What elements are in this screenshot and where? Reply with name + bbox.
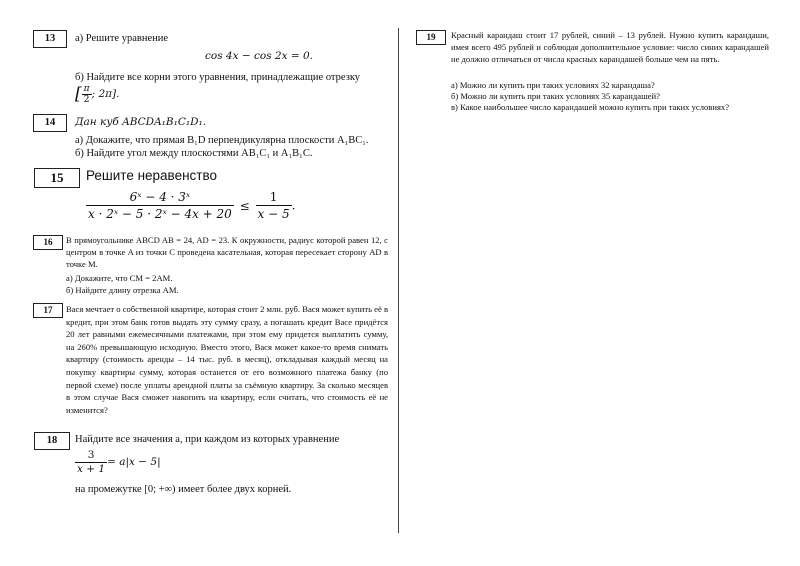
problem-18-equation: $\frac{3}{x + 1}$ = a|x − 5| — [77, 449, 161, 475]
problem-13-number: 13 — [33, 30, 67, 48]
problem-13-equation: cos 4x − cos 2x = 0. — [205, 50, 314, 62]
problem-14-part-a: а) Докажите, что прямая B₁D перпендикулярна плоскости A₁BC₁. — [75, 135, 369, 146]
problem-17-number: 17 — [33, 303, 63, 318]
problem-14-intro: Дан куб ABCDA₁B₁C₁D₁. — [75, 116, 207, 128]
problem-15-number: 15 — [34, 168, 80, 188]
problem-19-part-a: а) Можно ли купить при таких условиях 32 карандаша? — [451, 80, 655, 90]
problem-19-text: Красный карандаш стоит 17 рублей, синий – 13 рублей. Нужно купить карандаши, имея всего 495 рублей и соблюдая дополнительное условие: число синих карандашей не должно отличаться от числа красных карандашей больше чем на пять. — [451, 30, 769, 64]
column-divider — [398, 28, 399, 533]
problem-19-number: 19 — [416, 30, 446, 45]
problem-17-text: Вася мечтает о собственной квартире, которая стоит 2 млн. руб. Вася может купить её в кредит, при этом банк готов выдать эту сумму сразу, а погашать кредит Васе придётся 20 лет равными ежемесячными платежами, при этом ему придется выплатить сумму, на 260% превышающую исходную. Вместо этого, Вася может какое-то время снимать квартиру (стоимость аренды – 14 тыс. руб. в месяц), откладывая каждый месяц на покупку квартиры сумму, которая останется от его возможного платежа банку (по первой схеме) после уплаты арендной платы за съёмную квартиру. За сколько месяцев в этом случае Вася сможет накопить на квартиру, если считать, что стоимость её не изменится? — [66, 304, 388, 415]
problem-15-inequality: $\frac{\text{6ˣ − 4 · 3ˣ}}{\text{x · 2ˣ − 5 · 2ˣ − 4x + 20}}$ ≤ $\frac{1}{x - 5}$ . — [88, 190, 296, 221]
problem-18-text: Найдите все значения a, при каждом из которых уравнение — [75, 434, 340, 445]
problem-16-text: В прямоугольнике ABCD AB = 24, AD = 23. К окружности, радиус которой равен 12, с центром в точке A из точки C проведена касательная, которая пересекает сторону AD в точке M. — [66, 235, 388, 269]
problem-16-part-a: а) Докажите, что CM = 2AM. — [66, 273, 173, 283]
problem-14-number: 14 — [33, 114, 67, 132]
problem-19-part-c: в) Какое наибольшее число карандашей можно купить при таких условиях? — [451, 102, 730, 112]
problem-18-tail: на промежутке [0; +∞) имеет более двух корней. — [75, 484, 292, 495]
problem-13-part-a: а) Решите уравнение — [75, 33, 169, 44]
problem-13-interval: [ $\frac{\pi}{2}$ ; 2π]. — [75, 84, 120, 105]
problem-18-number: 18 — [34, 432, 70, 450]
problem-19-part-b: б) Можно ли купить при таких условиях 35 карандашей? — [451, 91, 660, 101]
problem-16-part-b: б) Найдите длину отрезка AM. — [66, 285, 179, 295]
problem-13-part-b: б) Найдите все корни этого уравнения, принадлежащие отрезку — [75, 72, 361, 83]
problem-15-title: Решите неравенство — [86, 168, 218, 183]
problem-14-part-b: б) Найдите угол между плоскостями AB₁C₁ и A₁B₁C. — [75, 148, 313, 159]
problem-16-number: 16 — [33, 235, 63, 250]
